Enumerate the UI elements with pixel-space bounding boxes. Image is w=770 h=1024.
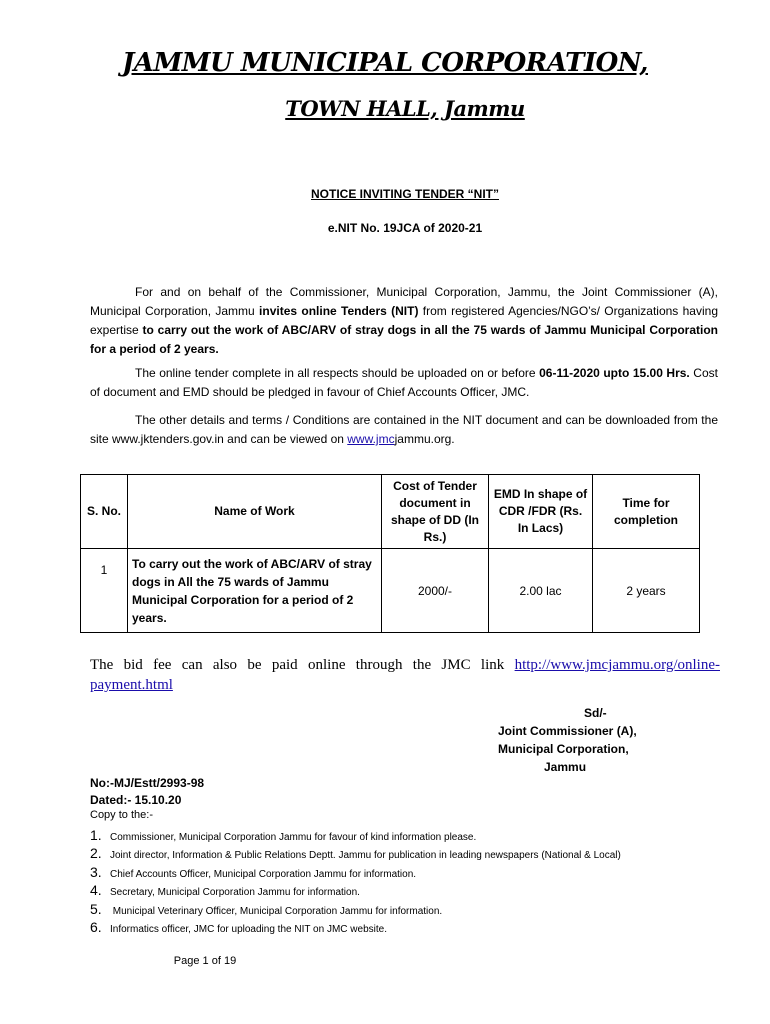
- list-number: 6.: [90, 918, 102, 935]
- cell-emd: 2.00 lac: [489, 549, 593, 633]
- paragraph-details: [90, 411, 718, 449]
- para2-text-c: Cost of document and EMD should be pledged in favour of Chief Accounts Officer, JMC.: [90, 366, 718, 399]
- signature-sd: Sd/-: [584, 706, 607, 720]
- header-sno: S. No.: [81, 475, 128, 549]
- cell-name-of-work: To carry out the work of ABC/ARV of stray dogs in All the 75 wards of Jammu Municipal Corporation for a period of 2 years.: [128, 549, 382, 633]
- cell-time: 2 years: [593, 549, 700, 633]
- notice-heading: NOTICE INVITING TENDER “NIT”: [310, 187, 499, 201]
- list-number: 3.: [90, 863, 102, 880]
- para1-text-a: For and on behalf of the Commissioner, Municipal Corporation, Jammu, the Joint Commissioner (A), Municipal Corporation, Jammu: [90, 285, 718, 318]
- list-text: Informatics officer, JMC for uploading the NIT on JMC website.: [110, 923, 387, 935]
- jmc-website-link[interactable]: www.jmc: [347, 432, 395, 446]
- cell-cost: 2000/-: [382, 549, 489, 633]
- signature-office: Municipal Corporation,: [498, 742, 629, 756]
- list-number: 1.: [90, 827, 102, 843]
- paragraph-deadline: [90, 364, 718, 402]
- list-item: [90, 900, 621, 918]
- bid-fee-text: The bid fee can also be paid online through the JMC link: [90, 657, 515, 673]
- reference-number: No:-MJ/Estt/2993-98: [90, 776, 205, 790]
- list-text: Chief Accounts Officer, Municipal Corporation Jammu for information.: [110, 868, 417, 880]
- para3-text-b: jammu.org.: [394, 432, 455, 446]
- list-item: [90, 863, 621, 881]
- para3-text-a: The other details and terms / Conditions are contained in the NIT document and can be downloaded from the site www.jktenders.gov.in and can be viewed on: [90, 413, 718, 446]
- copy-to-list: [90, 826, 621, 936]
- para2-text-a: The online tender complete in all respects should be uploaded on or before: [135, 366, 540, 380]
- table-header-row: [81, 475, 700, 549]
- list-number: 4.: [90, 882, 102, 899]
- list-item: [90, 844, 621, 862]
- list-item: [90, 881, 621, 899]
- online-payment-link[interactable]: http://www.jmcjammu.org/online-payment.html: [90, 657, 720, 693]
- page-number: Page 1 of 19: [173, 955, 237, 967]
- reference-block: [90, 775, 204, 809]
- header-cost: Cost of Tender document in shape of DD (In Rs.): [382, 475, 489, 549]
- paragraph-invitation: [90, 283, 718, 359]
- list-number: 5.: [90, 900, 102, 917]
- signature-block: [480, 704, 660, 776]
- title-corporation: JAMMU MUNICIPAL CORPORATION,: [122, 48, 648, 78]
- para1-text-c: from registered Agencies/NGO’s/ Organizations having expertise: [90, 304, 718, 337]
- list-item: [90, 918, 621, 936]
- signature-city: Jammu: [544, 760, 587, 774]
- header-time: Time for completion: [593, 475, 700, 549]
- list-number: 2.: [90, 845, 102, 862]
- copy-to-heading: Copy to the:-: [90, 809, 153, 821]
- para1-bold-b: invites online Tenders (NIT): [259, 304, 419, 318]
- reference-date: Dated:- 15.10.20: [90, 793, 182, 807]
- signature-designation: Joint Commissioner (A),: [498, 724, 637, 738]
- list-text: Secretary, Municipal Corporation Jammu for information.: [110, 887, 360, 899]
- para1-bold-d: to carry out the work of ABC/ARV of stray dogs in all the 75 wards of Jammu Municipal Corporation for a period of 2 years.: [90, 323, 718, 356]
- list-text: Joint director, Information & Public Relations Deptt. Jammu for publication in leading newspapers (National & Local): [110, 850, 621, 862]
- bid-fee-note: [90, 655, 720, 695]
- cell-sno: 1: [81, 549, 128, 633]
- list-text: Commissioner, Municipal Corporation Jammu for favour of kind information please.: [110, 832, 477, 843]
- list-item: [90, 826, 621, 844]
- enit-number: e.NIT No. 19JCA of 2020-21: [327, 221, 483, 235]
- title-town-hall: TOWN HALL, Jammu: [285, 96, 525, 121]
- header-name-of-work: Name of Work: [128, 475, 382, 549]
- header-emd: EMD In shape of CDR /FDR (Rs. In Lacs): [489, 475, 593, 549]
- list-text: Municipal Veterinary Officer, Municipal Corporation Jammu for information.: [110, 905, 443, 917]
- tender-table: [80, 474, 700, 633]
- para2-deadline: 06-11-2020 upto 15.00 Hrs.: [539, 366, 690, 380]
- table-row: [81, 549, 700, 633]
